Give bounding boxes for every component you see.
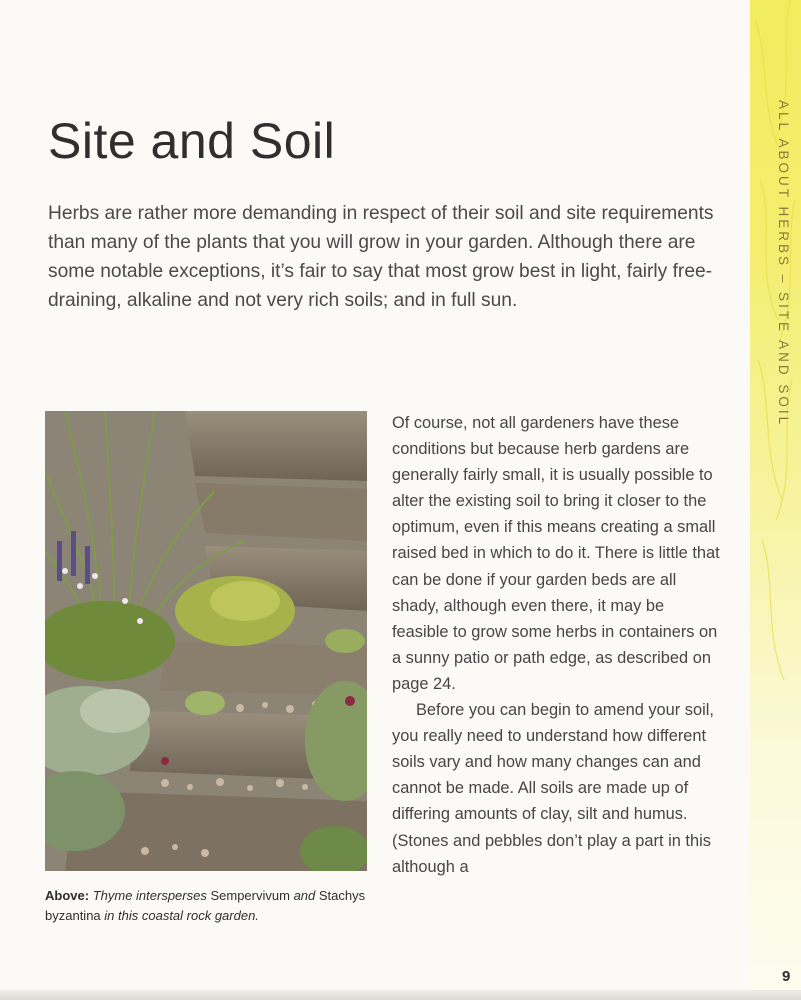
body-column [392,410,722,880]
caption-text-1: Thyme intersperses [92,888,207,903]
page-number: 9 [782,968,791,985]
page-title: Site and Soil [48,113,336,169]
caption-text-2: and [293,888,316,903]
garden-steps-photo [45,411,367,871]
caption-plant-1: Sempervivum [210,888,290,903]
running-head: ALL ABOUT HERBS – SITE AND SOIL [776,100,791,428]
body-paragraph-2: Before you can begin to amend your soil, you really need to understand how different soils vary and how many changes can and cannot be made. All soils are made up of differing amounts of clay, silt and humus. (Stones and pebbles don’t play a part in this although a [392,701,714,876]
body-paragraph-1: Of course, not all gardeners have these conditions but because herb gardens are generally fairly small, it is usually possible to alter the existing soil to bring it closer to the optimum, even if this means creating a small raised bed in which to do it. There is little that can be done if your garden beds are all shady, although even there, it may be feasible to grow some herbs in containers on a sunny patio or path edge, as described on page 24. [392,414,720,693]
photo-caption [45,886,375,926]
garden-photo-illustration [45,411,367,871]
page-edge-shadow [0,990,801,1000]
caption-plant-2: Stachys byzantina [45,888,366,923]
intro-paragraph: Herbs are rather more demanding in respect of their soil and site requirements than many of the plants that you will grow in your garden. Although there are some notable exceptions, it’s fair to say that most grow best in light, fairly free-draining, alkaline and not very rich soils; and in full sun. [48,203,714,311]
caption-label: Above: [45,888,90,903]
caption-text-3: in this coastal rock garden. [104,908,259,923]
